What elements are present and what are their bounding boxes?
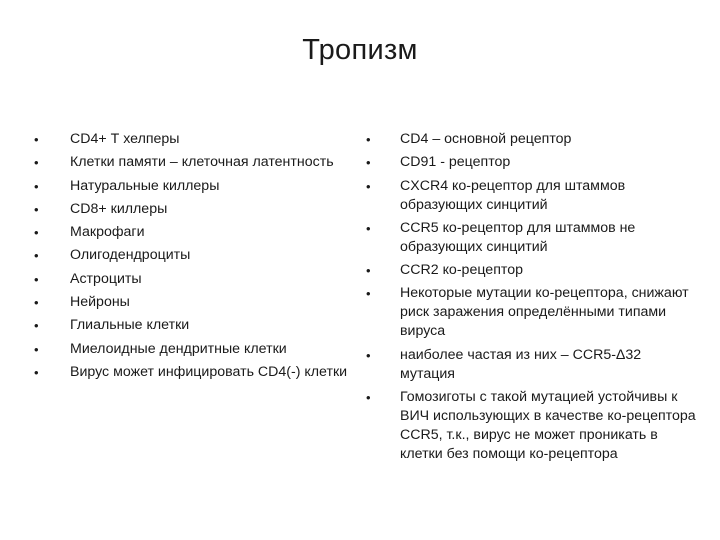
- left-bullet-list: [34, 130, 354, 386]
- list-item: [34, 270, 354, 289]
- list-item: [366, 388, 696, 464]
- bullet-icon: •: [34, 225, 39, 241]
- list-item: [366, 346, 696, 384]
- list-item-text: CCR5 ко-рецептор для штаммов не образующих синцитий: [400, 219, 636, 255]
- list-item: [34, 130, 354, 149]
- list-item: [34, 363, 354, 382]
- list-item: [34, 153, 354, 172]
- bullet-icon: •: [34, 155, 39, 171]
- bullet-icon: •: [34, 295, 39, 311]
- list-item-text: Некоторые мутации ко-рецептора, снижают риск заражения определёнными типами вируса: [400, 285, 689, 340]
- list-item-text: CD8+ киллеры: [70, 200, 168, 217]
- bullet-icon: •: [366, 286, 371, 302]
- list-item-text: Натуральные киллеры: [70, 177, 220, 194]
- bullet-icon: •: [34, 364, 39, 380]
- bullet-icon: •: [34, 132, 39, 147]
- list-item: [366, 130, 696, 149]
- bullet-icon: •: [366, 390, 371, 406]
- list-item: [34, 316, 354, 335]
- bullet-icon: •: [366, 347, 371, 363]
- list-item-text: Астроциты: [70, 270, 142, 287]
- list-item-text: Клетки памяти – клеточная латентность: [70, 154, 334, 171]
- list-item: [366, 219, 696, 257]
- list-item-text: Макрофаги: [70, 224, 145, 241]
- list-item-text: Гомозиготы с такой мутацией устойчивы к ВИЧ использующих в качестве ко-рецептора CCR5, т.к., вирус не может проникать в клетки без помощи ко-рецептора: [400, 389, 696, 463]
- list-item-text: Вирус может инфицировать CD4(-) клетки: [70, 363, 348, 380]
- bullet-icon: •: [366, 263, 371, 279]
- bullet-icon: •: [34, 271, 39, 287]
- list-item-text: Миелоидные дендритные клетки: [70, 340, 287, 357]
- list-item-text: CD4 – основной рецептор: [400, 131, 572, 147]
- list-item: [366, 177, 696, 215]
- bullet-icon: •: [366, 155, 371, 171]
- bullet-icon: •: [366, 178, 371, 194]
- list-item-text: Глиальные клетки: [70, 317, 190, 334]
- bullet-icon: •: [34, 201, 39, 217]
- list-item: [366, 284, 696, 341]
- bullet-icon: •: [34, 248, 39, 264]
- list-item: [366, 153, 696, 172]
- list-item: [34, 340, 354, 359]
- list-item: [34, 177, 354, 196]
- bullet-icon: •: [34, 178, 39, 194]
- list-item-text: CD4+ Т хелперы: [70, 131, 180, 147]
- list-item: [34, 293, 354, 312]
- list-item-text: CXCR4 ко-рецептор для штаммов образующих синцитий: [400, 177, 626, 213]
- list-item: [34, 200, 354, 219]
- list-item-text: CD91 - рецептор: [400, 154, 511, 171]
- list-item-text: наиболее частая из них – CCR5-Δ32 мутация: [400, 346, 642, 382]
- right-bullet-list: [366, 130, 696, 468]
- list-item-text: Олигодендроциты: [70, 247, 191, 264]
- list-item: [34, 246, 354, 265]
- bullet-icon: •: [366, 132, 371, 147]
- list-item: [34, 223, 354, 242]
- list-item-text: CCR2 ко-рецептор: [400, 262, 523, 279]
- list-item-text: Нейроны: [70, 294, 130, 311]
- bullet-icon: •: [34, 318, 39, 334]
- list-item: [366, 261, 696, 280]
- bullet-icon: •: [34, 341, 39, 357]
- slide-title: Тропизм: [302, 34, 418, 66]
- bullet-icon: •: [366, 220, 371, 236]
